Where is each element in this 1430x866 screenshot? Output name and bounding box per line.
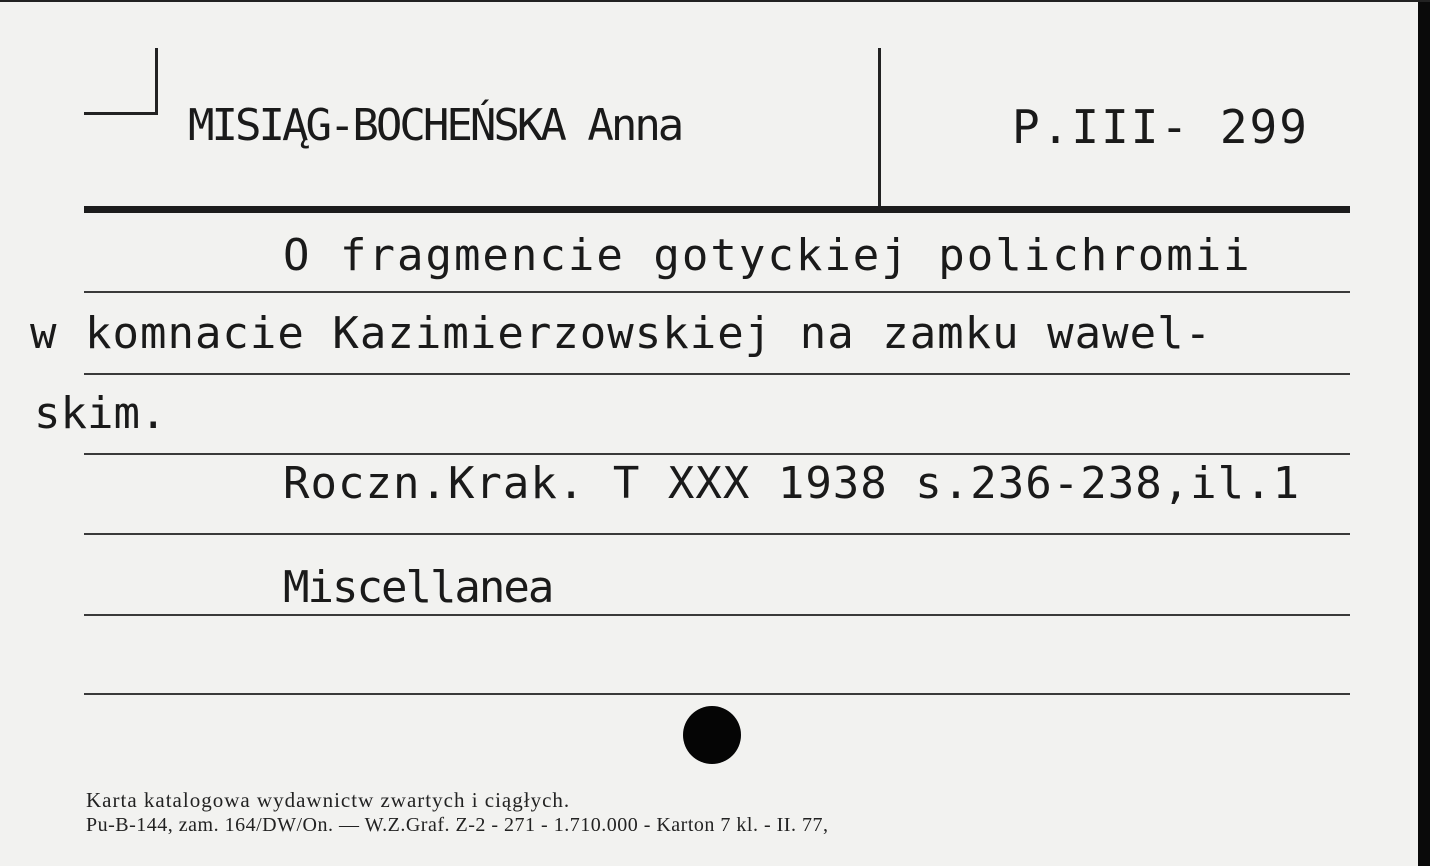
corner-mark-horizontal (84, 112, 158, 115)
footer-line-1: Karta katalogowa wydawnictw zwartych i ciągłych. (86, 788, 571, 812)
header-divider (878, 48, 881, 208)
scan-edge-top (0, 0, 1430, 2)
title-line-1: O fragmencie gotyckiej polichromii (283, 230, 1252, 281)
call-number: P.III- 299 (1012, 100, 1309, 154)
scan-edge (1418, 0, 1430, 866)
title-line-2: w komnacie Kazimierzowskiej na zamku wawel- (30, 308, 1213, 359)
rule-5 (84, 614, 1350, 616)
rule-1 (84, 291, 1350, 293)
subject-heading: Miscellanea (283, 562, 553, 613)
author-heading: MISIĄG-BOCHEŃSKA Anna (188, 100, 682, 151)
punch-hole (683, 706, 741, 764)
source-citation: Roczn.Krak. T XXX 1938 s.236-238,il.1 (283, 458, 1301, 509)
rule-6 (84, 693, 1350, 695)
header-rule (84, 206, 1350, 213)
rule-4 (84, 533, 1350, 535)
title-line-3: skim. (34, 388, 167, 439)
footer-line-2: Pu-B-144, zam. 164/DW/On. — W.Z.Graf. Z-2 - 271 - 1.710.000 - Karton 7 kl. - II. 77, (86, 814, 829, 836)
rule-3 (84, 453, 1350, 455)
corner-mark-vertical (155, 48, 158, 114)
rule-2 (84, 373, 1350, 375)
